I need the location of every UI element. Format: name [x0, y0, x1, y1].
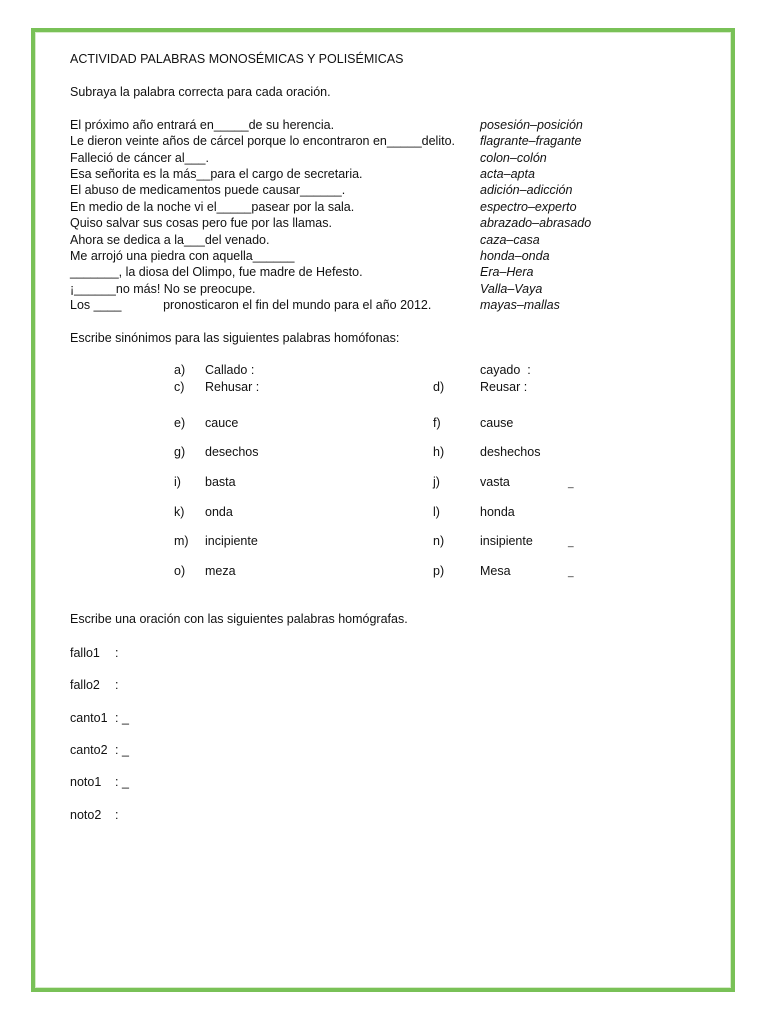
item-letter: l)	[433, 505, 440, 519]
item-letter: c)	[174, 380, 185, 394]
item-letter: e)	[174, 416, 186, 430]
item-letter: p)	[433, 564, 445, 578]
answer-mark: _	[568, 478, 574, 489]
homograph-colon: :	[115, 678, 119, 692]
sentence-10-options: Era–Hera	[480, 265, 534, 279]
item-letter: f)	[433, 416, 441, 430]
sentence-2: Le dieron veinte años de cárcel porque lo encontraron en_____delito.	[70, 134, 455, 148]
item-word: Rehusar :	[205, 380, 260, 394]
item-letter: j)	[433, 475, 440, 489]
item-letter: o)	[174, 564, 186, 578]
homograph-colon: : _	[115, 743, 129, 757]
sentence-12: Los ____ pronosticaron el fin del mundo para el año 2012.	[70, 298, 432, 312]
item-word: incipiente	[205, 534, 258, 548]
item-letter: n)	[433, 534, 445, 548]
item-word: meza	[205, 564, 236, 578]
sentence-8: Ahora se dedica a la___del venado.	[70, 233, 270, 247]
instruction-underline: Subraya la palabra correcta para cada oración.	[70, 85, 331, 99]
item-letter: h)	[433, 445, 445, 459]
sentence-9-options: honda–onda	[480, 249, 550, 263]
sentence-4: Esa señorita es la más__para el cargo de secretaria.	[70, 167, 363, 181]
instruction-homophones: Escribe sinónimos para las siguientes palabras homófonas:	[70, 331, 400, 345]
sentence-5: El abuso de medicamentos puede causar______.	[70, 183, 346, 197]
homograph-colon: : _	[115, 775, 129, 789]
sentence-6: En medio de la noche vi el_____pasear por la sala.	[70, 200, 355, 214]
sentence-6-options: espectro–experto	[480, 200, 577, 214]
sentence-5-options: adición–adicción	[480, 183, 573, 197]
sentence-3: Falleció de cáncer al___.	[70, 151, 209, 165]
item-word: honda	[480, 505, 515, 519]
homograph-colon: : _	[115, 711, 129, 725]
sentence-7: Quiso salvar sus cosas pero fue por las llamas.	[70, 216, 332, 230]
homograph-label: fallo2	[70, 678, 100, 692]
item-word: desechos	[205, 445, 259, 459]
homograph-row	[70, 775, 129, 789]
sentence-9: Me arrojó una piedra con aquella______	[70, 249, 295, 263]
item-word-right: cayado :	[480, 363, 531, 377]
sentence-8-options: caza–casa	[480, 233, 540, 247]
item-word: onda	[205, 505, 233, 519]
homograph-row	[70, 646, 118, 660]
sentence-11-options: Valla–Vaya	[480, 282, 543, 296]
homograph-row	[70, 678, 118, 692]
homograph-colon: :	[115, 646, 119, 660]
sentence-2-options: flagrante–fragante	[480, 134, 582, 148]
item-word: vasta	[480, 475, 510, 489]
sentence-1-options: posesión–posición	[480, 118, 583, 132]
worksheet-title: ACTIVIDAD PALABRAS MONOSÉMICAS Y POLISÉMICAS	[70, 52, 404, 66]
sentence-11: ¡______no más! No se preocupe.	[70, 282, 256, 296]
homograph-label: fallo1	[70, 646, 100, 660]
sentence-1: El próximo año entrará en_____de su herencia.	[70, 118, 335, 132]
item-word: insipiente	[480, 534, 533, 548]
item-letter: g)	[174, 445, 186, 459]
homograph-row	[70, 711, 129, 725]
answer-mark: _	[568, 567, 574, 578]
homograph-label: noto2	[70, 808, 102, 822]
item-word: deshechos	[480, 445, 541, 459]
item-word: Reusar :	[480, 380, 528, 394]
item-word: Mesa	[480, 564, 511, 578]
item-word: Callado :	[205, 363, 255, 377]
item-word: cause	[480, 416, 514, 430]
item-letter: k)	[174, 505, 185, 519]
sentence-4-options: acta–apta	[480, 167, 535, 181]
item-letter: a)	[174, 363, 186, 377]
homograph-colon: :	[115, 808, 119, 822]
item-letter: m)	[174, 534, 189, 548]
homograph-label: canto1	[70, 711, 108, 725]
item-letter: i)	[174, 475, 181, 489]
item-word: basta	[205, 475, 236, 489]
answer-mark: _	[568, 537, 574, 548]
item-letter: d)	[433, 380, 445, 394]
sentence-3-options: colon–colón	[480, 151, 547, 165]
homograph-label: canto2	[70, 743, 108, 757]
homograph-row	[70, 808, 118, 822]
sentence-7-options: abrazado–abrasado	[480, 216, 592, 230]
homograph-row	[70, 743, 129, 757]
sentence-12-options: mayas–mallas	[480, 298, 560, 312]
item-word: cauce	[205, 416, 239, 430]
sentence-10: _______, la diosa del Olimpo, fue madre de Hefesto.	[70, 265, 363, 279]
instruction-homographs: Escribe una oración con las siguientes palabras homógrafas.	[70, 612, 408, 626]
homograph-label: noto1	[70, 775, 102, 789]
